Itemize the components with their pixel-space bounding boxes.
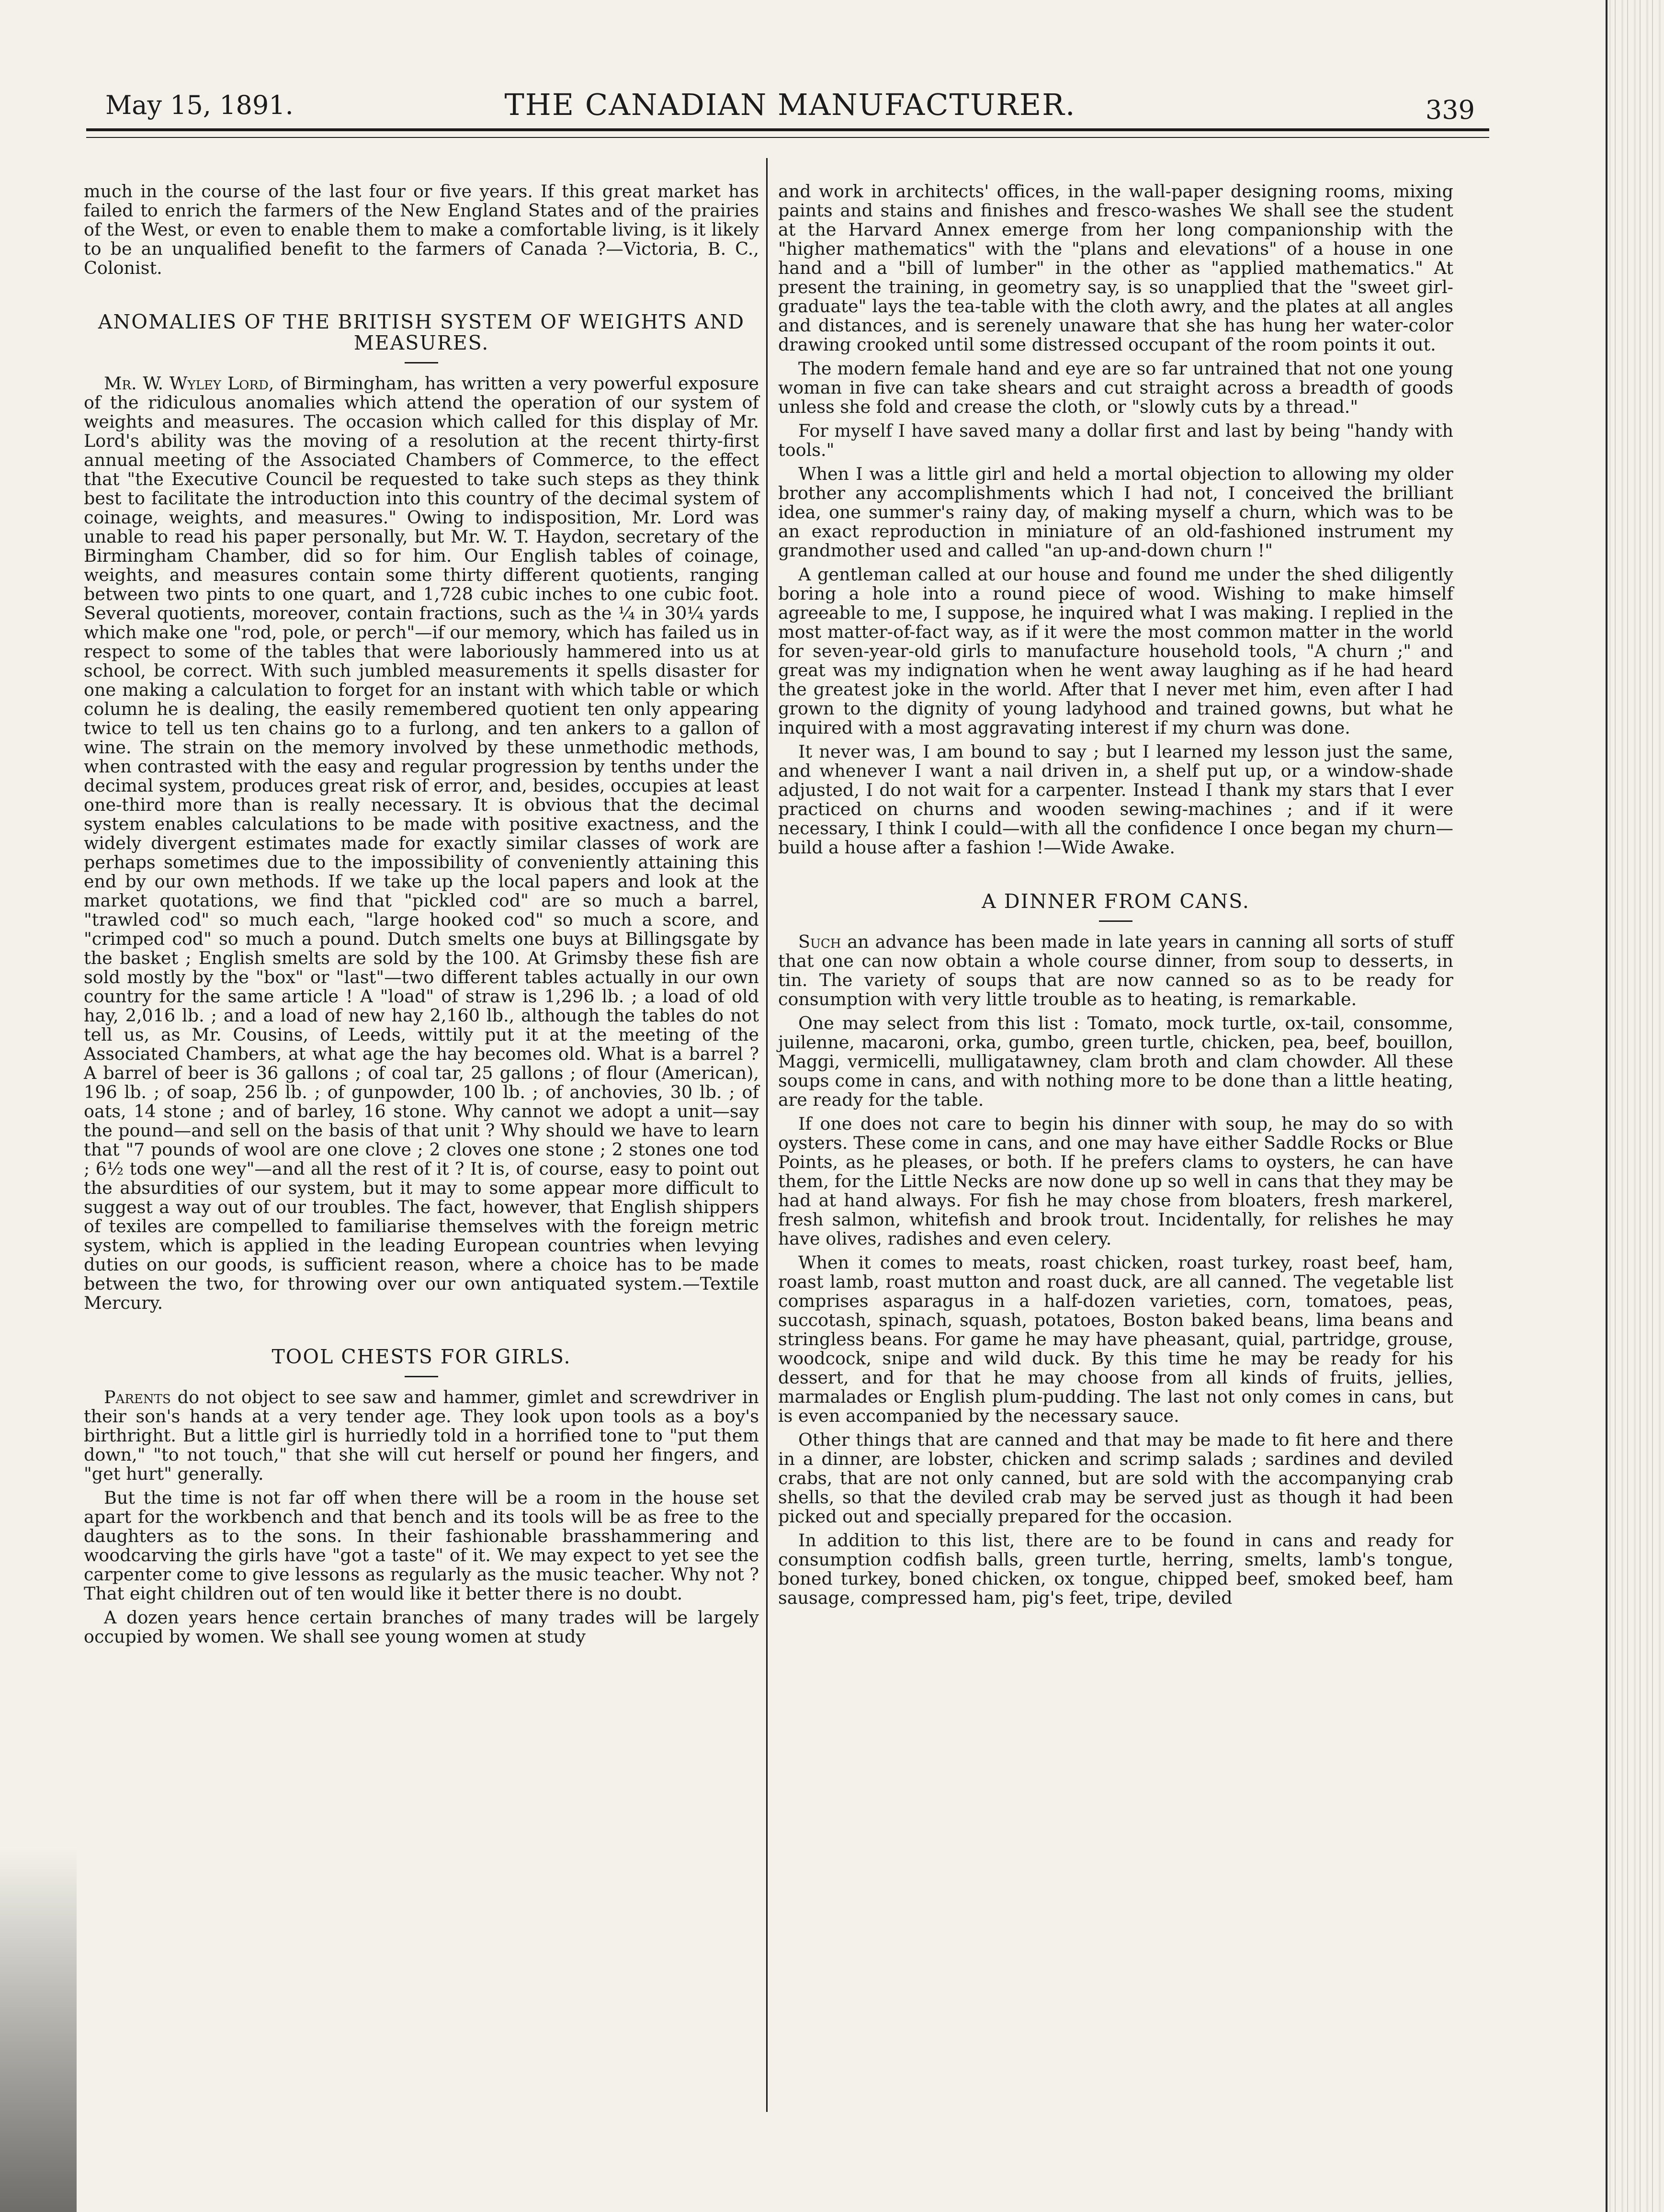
header-rule-thin — [86, 137, 1489, 138]
dinner-paragraph-3: If one does not care to begin his dinner with soup, he may do so with oysters. These come in cans, and one may have either Saddle Rocks or Blue Points, as he pleases, or both. If he prefers clams to oysters, he can have them, for the Little Necks are now done up so well in cans that they may be had at hand always. For fish he may chose from bloaters, fresh markerel, fresh salmon, whitefish and brook trout. Incidentally, for relishes he may have olives, radishes and even celery. — [778, 1113, 1453, 1249]
dinner-paragraph-4: When it comes to meats, roast chicken, roast turkey, roast beef, ham, roast lamb, roast mutton and roast duck, are all canned. The vegetable list comprises asparagus in a half-dozen varieties, corn, tomatoes, peas, succotash, spinach, squash, potatoes, Boston baked beans, lima beans and stringless beans. For game he may have pheasant, quial, partridge, grouse, woodcock, snipe and wild duck. By this time he may be ready for his dessert, and for that he may choose from all kinds of fruits, jellies, marmalades or English plum-pudding. The last not only comes in cans, but is even accompanied by the necessary sauce. — [778, 1252, 1453, 1426]
tool-chests-paragraph-1 — [84, 1388, 759, 1484]
binding-edge — [1609, 0, 1664, 2212]
binding-edge-line — [1606, 0, 1607, 2212]
page-header — [105, 81, 1475, 144]
lead-caps: Such — [798, 931, 841, 952]
header-rule-thick — [86, 128, 1489, 131]
article-text: of Birmingham, has written a very powerful exposure of the ridiculous anomalies which attend the operation of our system of weights and measures. The occasion which called for this display of Mr. Lord's ability was the moving of a resolution at the recent thirty-first annual meeting of the Associated Chambers of Commerce, to the effect that "the Executive Council be requested to take such steps as they think best to facilitate the introduction into this country of the decimal system of coinage, weights, and measures." Owing to indisposition, Mr. Lord was unable to read his paper personally, but Mr. W. T. Haydon, secretary of the Birmingham Chamber, did so for him. Our English tables of coinage, weights, and measures contain some thirty different quotients, ranging between two pints to one quart, and 1,728 cubic inches to one cubic foot. Several quotients, moreover, contain fractions, such as the ¼ in 30¼ yards which make one "rod, pole, or perch"—if our memory, which has failed us in respect to some of the tables that were laboriously hammered into us at school, be correct. With such jumbled measurements it spells disaster for one making a calculation to forget for an instant with which table or which column he is dealing, the easily remembered quotient ten only appearing twice to tell us ten chains go to a furlong, and ten ankers to a gallon of wine. The strain on the memory involved by these unmethodic methods, when contrasted with the easy and regular progression by tenths under the decimal system, produces great risk of error, and, besides, occupies at least one-third more than is really necessary. It is obvious that the decimal system enables calculations to be made with positive exactness, and the widely divergent estimates made for exactly similar classes of work are perhaps sometimes due to the impossibility of conveniently attaining this end by our own methods. If we take up the local papers and look at the market quotations, we find that "pickled cod" are so much a barrel, "trawled cod" so much each, "large hooked cod" so much a score, and "crimped cod" so much a pound. Dutch smelts one buys at Billingsgate by the basket ; English smelts are sold by the 100. At Grimsby these fish are sold mostly by the "box" or "last"—two different tables actually in our own country for the same article ! A "load" of straw is 1,296 lb. ; a load of old hay, 2,016 lb. ; and a load of new hay 2,160 lb., although the tables do not tell us, as Mr. Cousins, of Leeds, wittily put it at the meeting of the Associated Chambers, at what age the hay becomes old. What is a barrel ? A barrel of beer is 36 gallons ; of coal tar, 25 gallons ; of flour (American), 196 lb. ; of soap, 256 lb. ; of gunpowder, 100 lb. ; of anchovies, 30 lb. ; of oats, 14 stone ; and of barley, 16 stone. Why cannot we adopt a unit—say the pound—and sell on the basis of that unit ? Why should we have to learn that "7 pounds of wool are one clove ; 2 cloves one stone ; 2 stones one tod ; 6½ tods one wey"—and all the rest of it ? It is, of course, easy to point out the absurdities of our system, but it may to some appear more difficult to suggest a way out of our troubles. The fact, however, that English shippers of texiles are compelled to familiarise themselves with the foreign metric system, which is applied in the leading European countries when levying duties on our goods, is sufficient reason, where a choice has to be made between the two, for throwing over our own antiquated system.—Textile Mercury. — [84, 373, 759, 1313]
article-headline-dinner-from-cans: A DINNER FROM CANS. — [982, 890, 1250, 913]
article-headline-tool-chests: TOOL CHESTS FOR GIRLS. — [272, 1345, 571, 1368]
tool-chests-paragraph-6: For myself I have saved many a dollar first and last by being "handy with tools." — [778, 420, 1453, 460]
article-text: do not object to see saw and hammer, gimlet and screwdriver in their son's hands at a very tender age. They look upon tools as a boy's birthright. But a little girl is hurriedly told in a horrified tone to "put them down," "to not touch," that she will cut herself or pound her fingers, and "get hurt" generally. — [84, 1387, 759, 1484]
right-column — [778, 182, 1453, 1612]
headline-rule — [405, 362, 438, 363]
dinner-paragraph-6: In addition to this list, there are to be found in cans and ready for consumption codfish balls, green turtle, herring, smelts, lamb's tongue, boned turkey, boned chicken, ox tongue, chipped beef, smoked beef, ham sausage, compressed ham, pig's feet, tripe, deviled — [778, 1530, 1453, 1608]
headline-rule — [1099, 920, 1132, 922]
dinner-paragraph-5: Other things that are canned and that may be made to fit here and there in a dinner, are lobster, chicken and scrimp salads ; sardines and deviled crabs, that are not only canned, but are sold with the accompanying crab shells, so that the deviled crab may be served just as though it had been picked out and specially prepared for the occasion. — [778, 1429, 1453, 1527]
article-text: an advance has been made in late years in canning all sorts of stuff that one can now obtain a whole course dinner, from soup to desserts, in tin. The variety of soups that are now canned so as to be ready for consumption with very little trouble as to heating, is remarkable. — [778, 931, 1453, 1010]
tool-chests-paragraph-9: It never was, I am bound to say ; but I learned my lesson just the same, and whenever I want a nail driven in, a shelf put up, or a window-shade adjusted, I do not wait for a carpenter. Instead I thank my stars that I ever practiced on churns and wooden sewing-machines ; and if it were necessary, I think I could—with all the confidence I once began my churn—build a house after a fashion !—Wide Awake. — [778, 741, 1453, 858]
left-column — [84, 182, 759, 1651]
article-headline-weights-measures: ANOMALIES OF THE BRITISH SYSTEM OF WEIGHTS AND MEASURES. — [98, 310, 745, 354]
tool-chests-continuation: and work in architects' offices, in the wall-paper designing rooms, mixing paints and stains and finishes and fresco-washes We shall see the student at the Harvard Annex emerge from her long companionship with the "higher mathematics" with the "plans and elevations" of a house in one hand and a "bill of lumber" in the other as "applied mathematics." At present the training, in geometry say, is so unapplied that the "sweet girl-graduate" lays the tea-table with the cloth awry, and the plates at all angles and distances, and is serenely unaware that she has hung her water-color drawing crooked until some distressed occupant of the room points it out. — [778, 181, 1453, 355]
dinner-paragraph-2: One may select from this list : Tomato, mock turtle, ox-tail, consomme, juilenne, macaroni, orka, gumbo, green turtle, chicken, pea, beef, bouillon, Maggi, vermicelli, mulligatawney, clam broth and clam chowder. All these soups come in cans, and with nothing more to be done than a little heating, are ready for the table. — [778, 1013, 1453, 1110]
headline-rule — [405, 1376, 438, 1377]
tool-chests-paragraph-7: When I was a little girl and held a mortal objection to allowing my older brother any accomplishments which I had not, I conceived the brilliant idea, one summer's rainy day, of making myself a churn, which was to be an exact reproduction in miniature of an old-fashioned instrument my grandmother used and called "an up-and-down churn !" — [778, 464, 1453, 561]
lead-caps: Mr. W. Wyley Lord, — [104, 373, 274, 394]
article-body-weights-measures — [84, 374, 759, 1313]
page-corner-shadow — [0, 1848, 77, 2212]
lead-caps: Parents — [104, 1387, 171, 1407]
header-title: THE CANADIAN MANUFACTURER. — [504, 87, 1076, 122]
tool-chests-paragraph-8: A gentleman called at our house and found me under the shed diligently boring a hole into a round piece of wood. Wishing to make himself agreeable to me, I suppose, he inquired what I was making. I replied in the most matter-of-fact way, as if it were the most common matter in the world for seven-year-old girls to manufacture household tools, "A churn ;" and great was my indignation when he went away laughing as if he had heard the greatest joke in the world. After that I never met him, even after I had grown to the dignity of young ladyhood and trained gowns, but what he inquired with a most aggravating interest if my churn was done. — [778, 564, 1453, 738]
column-divider — [766, 158, 768, 2112]
header-date: May 15, 1891. — [105, 90, 294, 120]
header-page-number: 339 — [1425, 95, 1475, 125]
left-intro-paragraph: much in the course of the last four or five years. If this great market has failed to enrich the farmers of the New England States and of the prairies of the West, or even to enable them to make a comfortable living, is it likely to be an unqualified benefit to the farmers of Canada ?—Victoria, B. C., Colonist. — [84, 181, 759, 278]
tool-chests-paragraph-3: A dozen years hence certain branches of many trades will be largely occupied by women. We shall see young women at study — [84, 1607, 759, 1647]
tool-chests-paragraph-2: But the time is not far off when there will be a room in the house set apart for the workbench and that bench and its tools will be as free to the daughters as to the sons. In their fashionable brasshammering and woodcarving the girls have "got a taste" of it. We may expect to yet see the carpenter come to give lessons as regularly as the music teacher. Why not ? That eight children out of ten would like it better there is no doubt. — [84, 1487, 759, 1604]
tool-chests-paragraph-5: The modern female hand and eye are so far untrained that not one young woman in five can take shears and cut straight across a breadth of goods unless she fold and crease the cloth, or "slowly cuts by a thread." — [778, 358, 1453, 417]
dinner-paragraph-1 — [778, 932, 1453, 1009]
